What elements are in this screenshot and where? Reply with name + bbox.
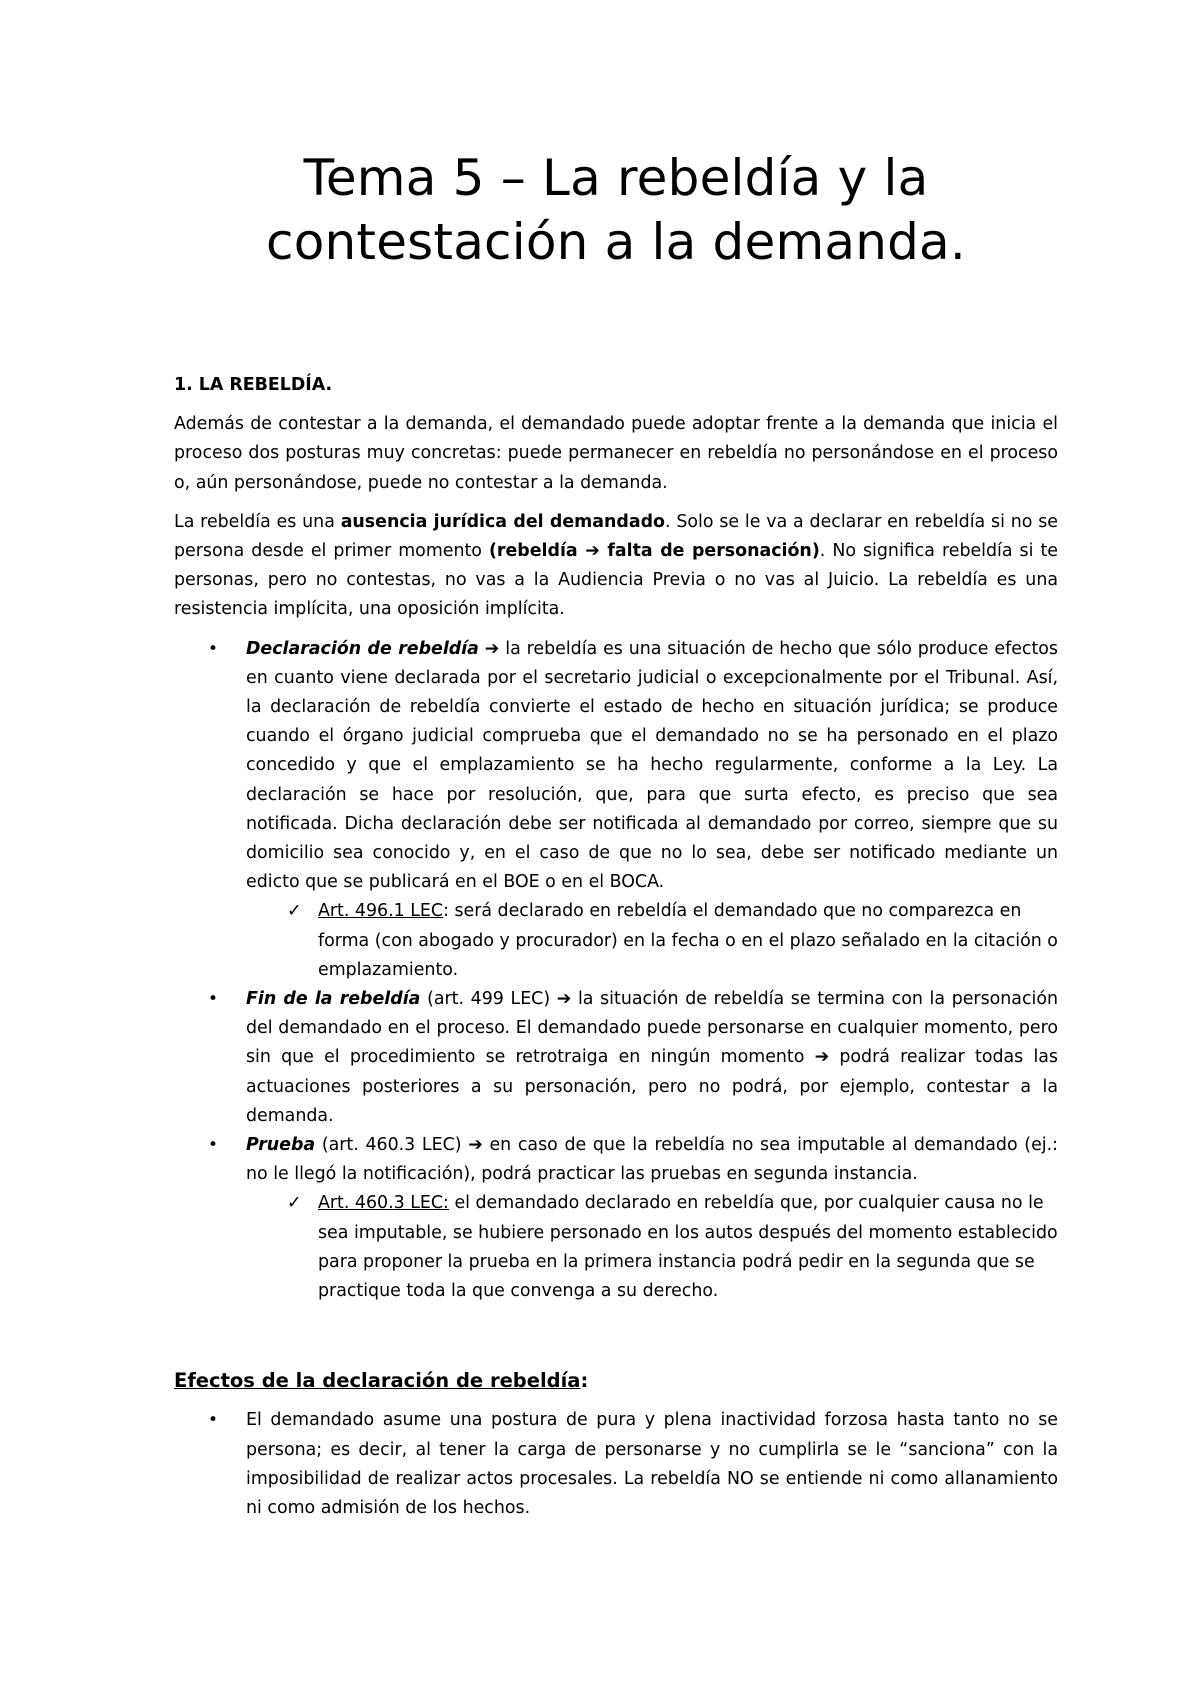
- check-item: [287, 897, 1058, 985]
- section-heading-colon: :: [580, 1369, 589, 1393]
- bullet-icon: •: [208, 989, 219, 1010]
- item-text: (art. 460.3 LEC) ➔ en caso de que la rebeldía no sea imputable al demandado (ej.: no le llegó la notificación), podrá practicar las pruebas en segunda instancia.: [246, 1135, 1058, 1185]
- paragraph-text: La rebeldía es una: [174, 511, 341, 532]
- item-text: (art. 499 LEC) ➔ la situación de rebeldía se termina con la personación del demandado en el proceso. El demandado puede personarse en cualquier momento, pero sin que el procedimiento se retrotraiga en ningún momento ➔ podrá realizar todas las actuaciones posteriores a su personación, pero no podrá, por ejemplo, contestar a la demanda.: [246, 989, 1059, 1126]
- list-item: [208, 635, 1058, 985]
- section-heading-text: Efectos de la declaración de rebeldía: [174, 1369, 581, 1393]
- check-icon: ✓: [287, 901, 302, 922]
- bold-term: (rebeldía ➔ falta de personación): [488, 541, 820, 562]
- article-reference: Art. 496.1 LEC: [318, 901, 444, 922]
- bullet-icon: •: [208, 1135, 219, 1156]
- title-line-1: Tema 5 – La rebeldía y la: [303, 149, 929, 207]
- article-reference: Art. 460.3 LEC:: [318, 1193, 449, 1214]
- paragraph-intro: Además de contestar a la demanda, el demandado puede adoptar frente a la demanda que inicia el proceso dos posturas muy concretas: puede permanecer en rebeldía no personándose en el proceso o, aún personándose, puede no contestar a la demanda.: [174, 414, 1058, 493]
- check-text: el demandado declarado en rebeldía que, por cualquier causa no le sea imputable, se hubiere personado en los autos después del momento establecido para proponer la prueba en la primera instancia podrá pedir en la segunda que se practique toda la que convenga a su derecho.: [318, 1193, 1058, 1302]
- check-text: : será declarado en rebeldía el demandado que no comparezca en forma (con abogado y procurador) en la fecha o en el plazo señalado en la citación o emplazamiento.: [318, 901, 1058, 980]
- document-body: [174, 371, 1058, 1523]
- check-item: [287, 1189, 1058, 1306]
- item-text: ➔ la rebeldía es una situación de hecho que sólo produce efectos en cuanto viene declarada por el secretario judicial o excepcionalmente por el Tribunal. Así, la declaración de rebeldía convierte el estado de hecho en situación jurídica; se produce cuando el órgano judicial comprueba que el demandado no se ha personado en el plazo concedido y que el emplazamiento se ha hecho regularmente, conforme a la Ley. La declaración se hace por resolución, que, para que surta efecto, es preciso que sea notificada. Dicha declaración debe ser notificada al demandado por correo, siempre que su domicilio sea conocido y, en el caso de que no lo sea, debe ser notificado mediante un edicto que se publicará en el BOE o en el BOCA.: [246, 638, 1058, 893]
- check-list: [246, 1189, 1058, 1306]
- section-heading-rebeldia: 1. LA REBELDÍA.: [174, 375, 333, 395]
- paragraph-definition: [174, 508, 1058, 625]
- list-item: [208, 1406, 1058, 1523]
- bold-term: ausencia jurídica del demandado: [340, 511, 665, 532]
- item-label: Prueba: [246, 1135, 316, 1156]
- check-icon: ✓: [287, 1193, 302, 1214]
- bullet-icon: •: [208, 638, 219, 659]
- item-label: Fin de la rebeldía: [246, 989, 421, 1010]
- paragraph-text: . No significa rebeldía si te personas, pero no contestas, no vas a la Audiencia Previa o no vas al Juicio. La rebeldía es una resistencia implícita, una oposición implícita.: [174, 541, 1058, 620]
- effects-list: [174, 1406, 1058, 1523]
- bullet-icon: •: [208, 1410, 219, 1431]
- paragraph-text: . Solo se le va a declarar en rebeldía si no se persona desde el primer momento: [174, 511, 1059, 562]
- list-item: [208, 985, 1059, 1131]
- check-list: [246, 897, 1058, 985]
- item-text: El demandado asume una postura de pura y plena inactividad forzosa hasta tanto no se persona; es decir, al tener la carga de personarse y no cumplirla se le “sanciona” con la imposibilidad de realizar actos procesales. La rebeldía NO se entiende ni como allanamiento ni como admisión de los hechos.: [246, 1410, 1058, 1518]
- bullet-list: [174, 635, 1058, 1307]
- section-heading-efectos: [174, 1366, 1058, 1396]
- title-line-2: contestación a la demanda.: [266, 213, 966, 271]
- item-label: Declaración de rebeldía: [246, 638, 479, 659]
- list-item: [208, 1131, 1058, 1306]
- document-title: [174, 0, 1058, 274]
